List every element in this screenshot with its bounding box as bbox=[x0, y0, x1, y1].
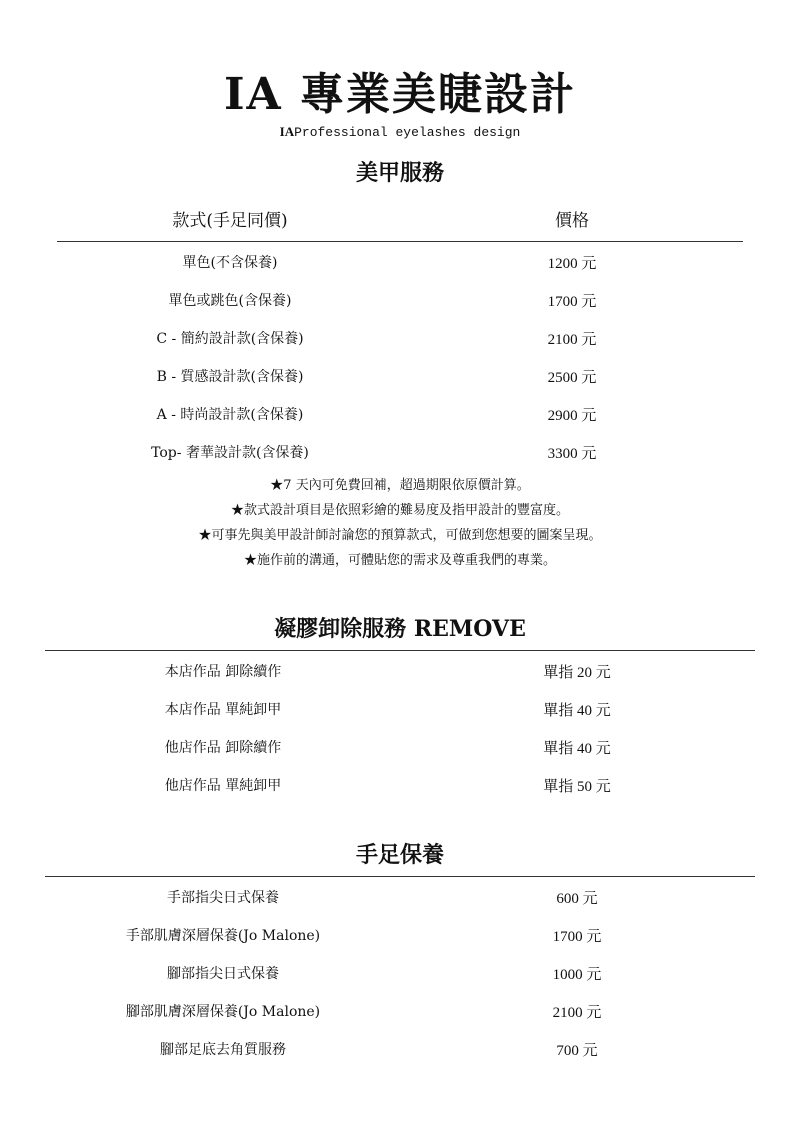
care-row bbox=[0, 1039, 800, 1077]
care-row bbox=[0, 1001, 800, 1039]
nail-row bbox=[0, 404, 800, 442]
care-row bbox=[0, 887, 800, 925]
care-item-price: 600 元 bbox=[556, 891, 598, 907]
nail-col-price-header: 價格 bbox=[555, 211, 589, 231]
nail-row bbox=[0, 290, 800, 328]
care-item-price: 700 元 bbox=[556, 1043, 598, 1059]
nail-item-name: 單色或跳色(含保養) bbox=[168, 293, 292, 309]
remove-item-name: 本店作品 卸除續作 bbox=[164, 664, 282, 680]
remove-item-price: 單指 50 元 bbox=[543, 779, 611, 795]
nail-item-name: 單色(不含保養) bbox=[182, 255, 278, 271]
remove-item-name: 他店作品 卸除續作 bbox=[164, 740, 282, 756]
care-item-price: 2100 元 bbox=[552, 1005, 602, 1021]
remove-divider bbox=[45, 650, 755, 651]
nail-item-name: Top- 奢華設計款(含保養) bbox=[151, 445, 309, 461]
care-item-name: 腳部指尖日式保養 bbox=[167, 966, 279, 982]
nail-item-name: B - 質感設計款(含保養) bbox=[156, 369, 304, 385]
care-divider bbox=[45, 876, 755, 877]
remove-row bbox=[0, 737, 800, 775]
nail-col-style-header: 款式(手足同價) bbox=[172, 211, 288, 231]
care-row bbox=[0, 963, 800, 1001]
care-item-name: 腳部足底去角質服務 bbox=[160, 1042, 286, 1058]
nail-note: ★款式設計項目是依照彩繪的難易度及指甲設計的豐富度。 bbox=[230, 503, 569, 518]
remove-item-price: 單指 40 元 bbox=[543, 703, 611, 719]
care-row bbox=[0, 925, 800, 963]
remove-row bbox=[0, 661, 800, 699]
nail-item-price: 1700 元 bbox=[547, 294, 597, 310]
subtitle-brand: IA bbox=[279, 124, 295, 139]
remove-row bbox=[0, 775, 800, 813]
nail-item-name: C - 簡約設計款(含保養) bbox=[156, 331, 304, 347]
nail-item-price: 2900 元 bbox=[547, 408, 597, 424]
nail-row bbox=[0, 366, 800, 404]
remove-item-price: 單指 20 元 bbox=[543, 665, 611, 681]
subtitle-text: Professional eyelashes design bbox=[294, 125, 521, 140]
nail-note: ★可事先與美甲設計師討論您的預算款式，可做到您想要的圖案呈現。 bbox=[198, 528, 602, 543]
remove-item-name: 他店作品 單純卸甲 bbox=[164, 778, 282, 794]
nail-item-name: A - 時尚設計款(含保養) bbox=[156, 407, 304, 423]
nail-note: ★施作前的溝通，可體貼您的需求及尊重我們的專業。 bbox=[243, 553, 556, 568]
remove-item-price: 單指 40 元 bbox=[543, 741, 611, 757]
nail-item-price: 3300 元 bbox=[547, 446, 597, 462]
remove-row bbox=[0, 699, 800, 737]
nail-row bbox=[0, 252, 800, 290]
nail-item-price: 2100 元 bbox=[547, 332, 597, 348]
remove-section-title: 凝膠卸除服務 REMOVE bbox=[274, 616, 526, 642]
care-item-price: 1700 元 bbox=[552, 929, 602, 945]
care-item-price: 1000 元 bbox=[552, 967, 602, 983]
nail-item-price: 1200 元 bbox=[547, 256, 597, 272]
care-section-title: 手足保養 bbox=[355, 842, 444, 868]
care-item-name: 腳部肌膚深層保養(Jo Malone) bbox=[125, 1004, 321, 1020]
nail-section-title: 美甲服務 bbox=[355, 160, 444, 186]
nail-item-price: 2500 元 bbox=[547, 370, 597, 386]
care-item-name: 手部指尖日式保養 bbox=[167, 890, 279, 906]
page-subtitle bbox=[0, 124, 800, 140]
care-item-name: 手部肌膚深層保養(Jo Malone) bbox=[125, 928, 321, 944]
nail-note: ★7 天內可免費回補，超過期限依原價計算。 bbox=[270, 478, 530, 493]
nail-divider bbox=[57, 241, 743, 242]
page-title: IA 專業美睫設計 bbox=[223, 69, 577, 120]
remove-item-name: 本店作品 單純卸甲 bbox=[164, 702, 282, 718]
nail-row bbox=[0, 328, 800, 366]
